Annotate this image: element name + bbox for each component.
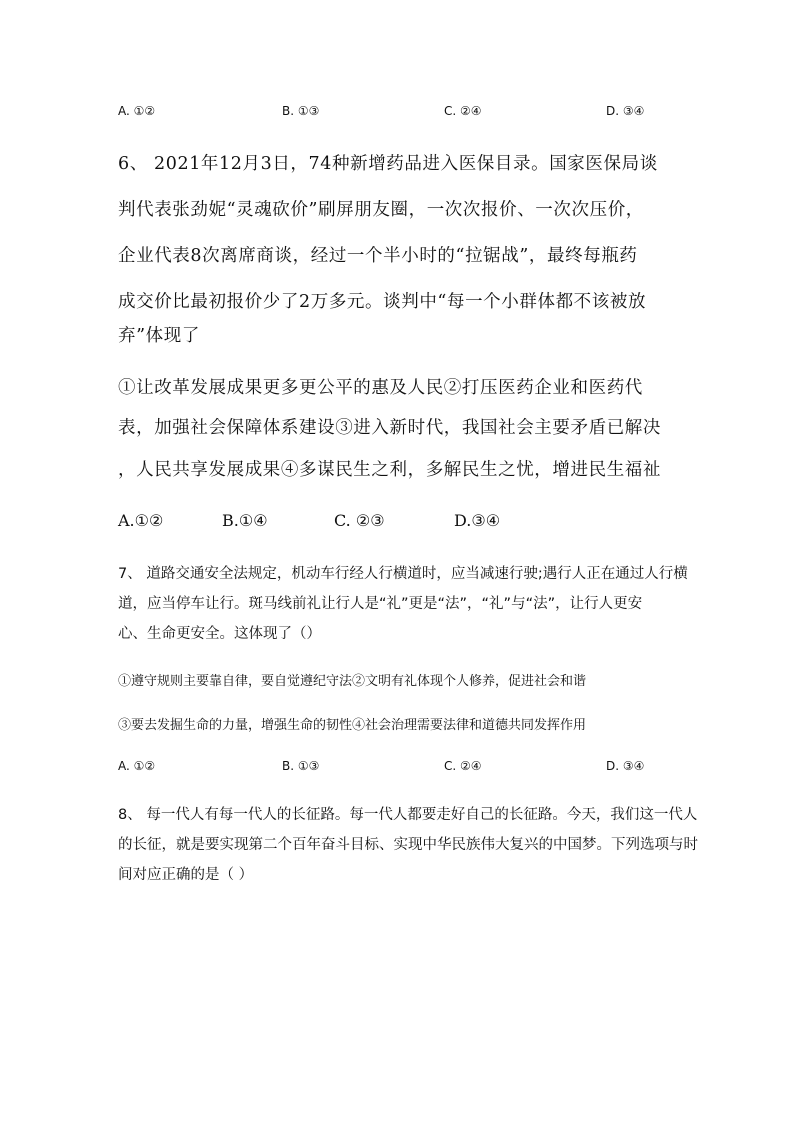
q6-stem-line-1: 6、 2021年12月3日，74种新增药品进入医保目录。国家医保局谈 (118, 154, 658, 174)
q7-option-c: C. ②④ (444, 759, 482, 773)
q6-option-b: B.①④ (222, 511, 268, 530)
q5-option-d: D. ③④ (606, 104, 645, 118)
q6-option-d: D.③④ (454, 511, 501, 530)
q6-statement-line-1: ①让改革发展成果更多更公平的惠及人民②打压医药企业和医药代 (118, 378, 643, 398)
q7-statement-line-1: ①遵守规则主要靠自律，要自觉遵纪守法②文明有礼体现个人修养，促进社会和谐 (118, 674, 587, 689)
q6-option-c: C. ②③ (334, 511, 385, 530)
q7-options (0, 759, 794, 783)
q6-stem-line-2: 判代表张劲妮“灵魂砍价”刷屏朋友圈，一次次报价、一次次压价， (118, 200, 644, 220)
q7-stem-line-3: 心、生命更安全。这体现了（） (118, 626, 321, 642)
q6-stem-line-3: 企业代表8次离席商谈，经过一个半小时的“拉锯战”，最终每瓶药 (118, 246, 638, 266)
q5-option-c: C. ②④ (444, 104, 482, 118)
q7-option-d: D. ③④ (606, 759, 645, 773)
q8-stem-line-2: 的长征，就是要实现第二个百年奋斗目标、实现中华民族伟大复兴的中国梦。下列选项与时 (118, 837, 698, 853)
q8-stem-line-1: 8、 每一代人有每一代人的长征路。每一代人都要走好自己的长征路。今天，我们这一代人 (118, 807, 698, 823)
q8-stem-line-3: 间对应正确的是（ ） (118, 867, 254, 883)
q6-options (0, 511, 794, 535)
q6-option-a: A.①② (118, 511, 164, 530)
q7-stem-line-2: 道，应当停车让行。斑马线前礼让行人是“礼”更是“法”，“礼”与“法”，让行人更安 (118, 596, 643, 612)
q5-option-b: B. ①③ (282, 104, 320, 118)
q6-stem-line-5: 弃”体现了 (118, 326, 200, 346)
q7-statement-line-2: ③要去发掘生命的力量，增强生命的韧性④社会治理需要法律和道德共同发挥作用 (118, 718, 587, 733)
q6-statement-line-3: ，人民共享发展成果④多谋民生之利，多解民生之忧，增进民生福祉 (118, 460, 661, 480)
q7-option-a: A. ①② (118, 759, 156, 773)
q7-option-b: B. ①③ (282, 759, 320, 773)
q5-option-a: A. ①② (118, 104, 156, 118)
q7-stem-line-1: 7、 道路交通安全法规定，机动车行经人行横道时，应当减速行驶;遇行人正在通过人行横 (118, 566, 688, 582)
q5-options (0, 104, 794, 128)
q6-statement-line-2: 表，加强社会保障体系建设③进入新时代，我国社会主要矛盾已解决 (118, 418, 661, 438)
q6-stem-line-4: 成交价比最初报价少了2万多元。谈判中“每一个小群体都不该被放 (118, 292, 647, 312)
